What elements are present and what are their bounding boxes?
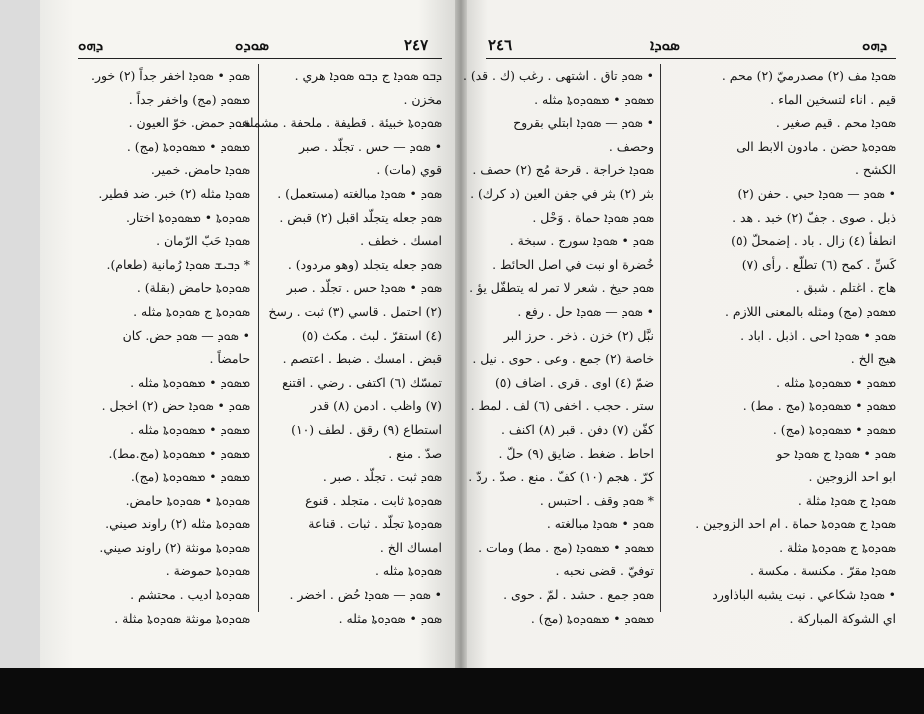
dictionary-entry-line: الكشح . xyxy=(855,162,896,178)
dictionary-entry-line: ܣܘܕܐ حَبّ الرّمان . xyxy=(156,233,250,249)
dictionary-entry-line: ܣܘܕ حيخ . شعر لا تمر له يتطفّل يؤ . xyxy=(469,280,654,296)
dictionary-entry-line: ܣܘܕ • ܣܘܕܘܬܐ مثله . xyxy=(338,610,442,626)
dictionary-entry-line: ܣܘܕܘܬܐ • ܡܣܘܕܘܬܐ اختار. xyxy=(125,209,250,225)
dictionary-entry-line: قوي (مات) . xyxy=(376,162,442,178)
dictionary-entry-line: خُضرة او نبت في اصل الحائط . xyxy=(492,256,654,272)
dictionary-entry-line: ܣܘܕ • ܣܘܕܐ احى . اذبل . اباد . xyxy=(740,327,896,343)
dictionary-entry-line: ܣܘܕܘܬܐ مثله . xyxy=(375,563,442,579)
dictionary-entry-line: ܣܘܕܘܬܐ ج ܣܘܕܘܬܐ مثله . xyxy=(133,303,250,319)
dictionary-entry-line: • ܣܘܕ تاق . اشتهى . رغب (ك . قد) . xyxy=(462,68,654,83)
dictionary-entry-line: نبَّل (٢) خزن . ذخر . حرز البر xyxy=(503,327,654,343)
dictionary-entry-line: مخزن . xyxy=(403,91,442,107)
dictionary-entry-line: احاط . ضغط . ضايق (٩) حلّ . xyxy=(498,445,654,461)
dictionary-entry-line: ܣܘܕ جعله يتجلّد اقبل (٢) قبض . xyxy=(279,209,442,225)
dictionary-entry-line: ܣܘܕܘܬܐ ثابت . متجلد . قنوع xyxy=(305,492,442,508)
scanner-bottom-edge xyxy=(0,668,924,714)
right-page-number: ٢٤٦ xyxy=(488,36,513,54)
left-page-running-head-center: ܣܘܕܘ xyxy=(235,36,270,54)
dictionary-entry-line: • ܣܘܕ — ܣܘܕܐ ابتلي بقروح xyxy=(513,115,654,131)
dictionary-entry-line: ܣܘܕ ܣܘܕܐ حماة . وَحْل . xyxy=(532,209,654,225)
dictionary-entry-line: (٤) استقرّ . لبث . مكث (٥) xyxy=(301,327,442,343)
dictionary-entry-line: ܣܘܕܘܬܐ خبيئة . قطيفة . ملحفة . مشملة . xyxy=(235,115,442,131)
dictionary-entry-line: ܣܘܕ جمع . حشد . لمّ . حوى . xyxy=(503,587,654,603)
dictionary-entry-line: صدّ . منع . xyxy=(388,445,442,461)
left-page-column-left xyxy=(80,64,250,630)
dictionary-entry-line: ܡܣܘܕ • ܡܣܘܕܘܬܐ (مج) . xyxy=(772,421,896,437)
right-page-column-right xyxy=(666,64,896,630)
dictionary-entry-line: ܡܣܘܕ (مج) واخفر جداً . xyxy=(128,91,250,107)
dictionary-entry-line: ܣܘܕ • ܣܘܕܐ سورج . سبخة . xyxy=(509,233,654,249)
dictionary-entry-line: ܡܣܘܕ • ܡܣܘܕܘܬܐ (مج). xyxy=(130,469,250,485)
dictionary-entry-line: ܡܣܘܕ • ܡܣܘܕܘܬܐ (مج) . xyxy=(126,138,250,154)
dictionary-entry-line: ܕܒܘ ܣܘܕܐ ج ܕܒܘ ܣܘܕܐ هري . xyxy=(294,68,442,83)
dictionary-entry-line: كَسِّ . كمح (٦) تطلّع . رأى (٧) xyxy=(741,256,896,272)
right-page-column-divider xyxy=(660,64,661,612)
dictionary-entry-line: • ܣܘܕܐ شكاعي . نبت يشبه الباذاورد xyxy=(712,587,896,603)
dictionary-entry-line: هيج الخ . xyxy=(850,351,896,367)
dictionary-entry-line: ܣܘܕ جعله يتجلد (وهو مردود) . xyxy=(287,256,442,272)
dictionary-entry-line: خاصة (٢) جمع . وعى . حوى . نيل . xyxy=(472,351,654,367)
dictionary-entry-line: استطاع (٩) رقق . لطف (١٠) xyxy=(291,421,442,437)
dictionary-entry-line: تمسّك (٦) اكتفى . رضي . اقتنع xyxy=(282,374,442,390)
dictionary-entry-line: امساك الخ . xyxy=(379,539,442,555)
dictionary-entry-line: انطفأ (٤) زال . باد . إضمحلّ (٥) xyxy=(731,233,896,249)
dictionary-entry-line: • ܣܘܕ — ܣܘܕܐ حُض . اخضر . xyxy=(289,587,442,603)
dictionary-entry-line: ܣܘܕ • ܣܘܕܐ مبالغته . xyxy=(546,516,654,532)
dictionary-entry-line: ܣܘܕܐ مف (٢) مصدرميّ (٢) محم . xyxy=(721,68,896,83)
dictionary-entry-line: كفّن (٧) دفن . قبر (٨) اكنف . xyxy=(501,421,654,437)
dictionary-entry-line: ܡܣܘܕ • ܡܣܘܕܘܬܐ مثله . xyxy=(776,374,896,390)
dictionary-entry-line: ܣܘܕ • ܣܘܕܐ حض (٢) اخجل . xyxy=(101,398,250,414)
dictionary-entry-line: ܣܘܕ • ܣܘܕܐ حس . تجلّد . صبر xyxy=(286,280,442,296)
dictionary-entry-line: ܡܣܘܕ • ܡܣܘܕܘܬܐ (مج.مط). xyxy=(108,445,250,461)
dictionary-entry-line: وحصف . xyxy=(608,138,654,154)
left-page-running-head-left: ܕܗܘ xyxy=(78,36,104,54)
dictionary-entry-line: ܣܘܕܐ مقرّ . مكنسة . مكسة . xyxy=(750,563,896,579)
dictionary-entry-line: ܣܘܕܐ مثله (٢) خبر. ضد فطير. xyxy=(98,185,250,201)
dictionary-entry-line: ܣܘܕܘܬܐ حضن . مادون الابط الى xyxy=(736,138,896,154)
dictionary-entry-line: • ܣܘܕ — ܣܘܕܐ حل . رفع . xyxy=(517,303,654,319)
dictionary-entry-line: ܣܘܕ حمض. خوّ العيون . xyxy=(128,115,250,131)
dictionary-entry-line: ܣܘܕܐ ج ܣܘܕܐ مثلة . xyxy=(797,492,896,508)
dictionary-entry-line: ܡܣܘܕ • ܡܣܘܕܘܬܐ مثله . xyxy=(534,91,654,107)
left-page-header-rule xyxy=(78,58,442,59)
dictionary-entry-line: ܣܘܕܘܬܐ حموضة . xyxy=(165,563,250,579)
dictionary-entry-line: ܣܘܕܘܬܐ تجلّد . ثبات . قناعة xyxy=(308,516,442,532)
dictionary-entry-line: قبض . امسك . ضبط . اعتصم . xyxy=(282,351,442,367)
dictionary-entry-line: ܡܣܘܕ • ܡܣܘܕܘܬܐ مثله . xyxy=(130,374,250,390)
dictionary-entry-line: ܡܣܘܕ • ܡܣܘܕܘܬܐ (مج . مط) . xyxy=(742,398,896,414)
dictionary-entry-line: حامضاً . xyxy=(209,351,250,367)
right-page-column-left xyxy=(462,64,654,630)
dictionary-entry-line: ܣܘܕܘܬܐ مونثة (٢) راوند صيني. xyxy=(99,539,250,555)
dictionary-entry-line: ܣܘܕܐ ج ܣܘܕܘܬܐ حماة . ام احد الزوجين . xyxy=(695,516,896,532)
right-page-header-rule xyxy=(486,58,896,59)
dictionary-entry-line: ܡܣܘܕ • ܡܣܘܕܘܬܐ مثله . xyxy=(130,421,250,437)
dictionary-entry-line: ܣܘܕܐ خراجة . قرحة مُج (٢) حصف . xyxy=(472,162,654,178)
dictionary-entry-line: ܣܘܕܐ محم . قيم صغير . xyxy=(775,115,896,131)
dictionary-entry-line: ܣܘܕ ثبت . تجلّد . صبر . xyxy=(322,469,442,485)
dictionary-entry-line: ܣܘܕܘܬܐ حامض (بقلة) . xyxy=(136,280,250,296)
right-page-running-head-right: ܕܗܘ xyxy=(862,36,888,54)
dictionary-entry-line: كرّ . هجم (١٠) كفّ . منع . صدّ . ردّ . xyxy=(468,469,654,485)
dictionary-entry-line: ضمّ (٤) اوى . قرى . اضاف (٥) xyxy=(494,374,654,390)
right-page-running-head-center: ܣܘܕܐ xyxy=(650,36,680,54)
book-gutter xyxy=(455,0,467,668)
dictionary-entry-line: ذبل . صوى . جفّ (٢) خبد . هد . xyxy=(732,209,896,225)
dictionary-entry-line: • ܣܘܕ — حس . تجلّد . صبر xyxy=(299,138,442,154)
dictionary-entry-line: ܣܘܕܐ حامض. خمير. xyxy=(150,162,250,178)
dictionary-entry-line: * ܣܘܕ وقف . احتبس . xyxy=(539,492,654,508)
dictionary-entry-line: اي الشوكة المباركة . xyxy=(789,610,896,626)
dictionary-entry-line: ستر . حجب . اخفى (٦) لف . لمط . xyxy=(470,398,654,414)
dictionary-entry-line: * ܕܒܝܫ ܣܘܕܐ رُمانية (طعام). xyxy=(106,256,250,272)
left-page-number: ٢٤٧ xyxy=(404,36,429,54)
dictionary-entry-line: ܣܘܕ • ܣܘܕܐ اخفر جداً (٢) خور. xyxy=(91,68,250,83)
dictionary-entry-line: ܣܘܕ • ܣܘܕܐ ج ܣܘܕܐ حو xyxy=(776,445,896,461)
dictionary-entry-line: ܡܣܘܕ (مج) ومثله بالمعنى اللازم . xyxy=(725,303,896,319)
dictionary-entry-line: قيم . اناء لتسخين الماء . xyxy=(770,91,896,107)
dictionary-entry-line: ܣܘܕܘܬܐ • ܣܘܕܘܬܐ حامض. xyxy=(125,492,250,508)
dictionary-entry-line: ܣܘܕܘܬܐ مثله (٢) راوند صيني. xyxy=(105,516,250,532)
dictionary-entry-line: هاج . اغتلم . شبق . xyxy=(795,280,896,296)
dictionary-entry-line: ܣܘܕܘܬܐ اديب . محتشم . xyxy=(130,587,250,603)
dictionary-entry-line: امسك . خطف . xyxy=(360,233,442,249)
dictionary-entry-line: • ܣܘܕ — ܣܘܕ حض. كان xyxy=(122,327,250,343)
dictionary-entry-line: ܣܘܕܘܬܐ مونثة ܣܘܕܘܬܐ مثلة . xyxy=(114,610,250,626)
dictionary-entry-line: ܡܣܘܕ • ܡܣܘܕܘܬܐ (مج) . xyxy=(530,610,654,626)
dictionary-entry-line: ܡܣܘܕ • ܡܣܘܕܐ (مج . مط) ومات . xyxy=(478,539,654,555)
dictionary-entry-line: بثر (٢) بثر في جفن العين (د كرك) . xyxy=(470,185,654,201)
dictionary-entry-line: • ܣܘܕ — ܣܘܕܐ حبي . حفن (٢) xyxy=(737,185,896,201)
dictionary-entry-line: (٧) واظب . ادمن (٨) قدر xyxy=(310,398,442,414)
left-page-column-divider xyxy=(258,64,259,612)
left-page-column-right xyxy=(235,64,442,630)
dictionary-entry-line: (٢) احتمل . قاسي (٣) ثبت . رسخ xyxy=(268,303,442,319)
dictionary-entry-line: ܣܘܕ • ܣܘܕܐ مبالغته (مستعمل) . xyxy=(277,185,442,201)
dictionary-entry-line: توفيّ . قضى نحبه . xyxy=(555,563,654,579)
dictionary-entry-line: ܣܘܕܘܬܐ ج ܣܘܕܘܬܐ مثلة . xyxy=(779,539,896,555)
dictionary-entry-line: ابو احد الزوجين . xyxy=(808,469,896,485)
